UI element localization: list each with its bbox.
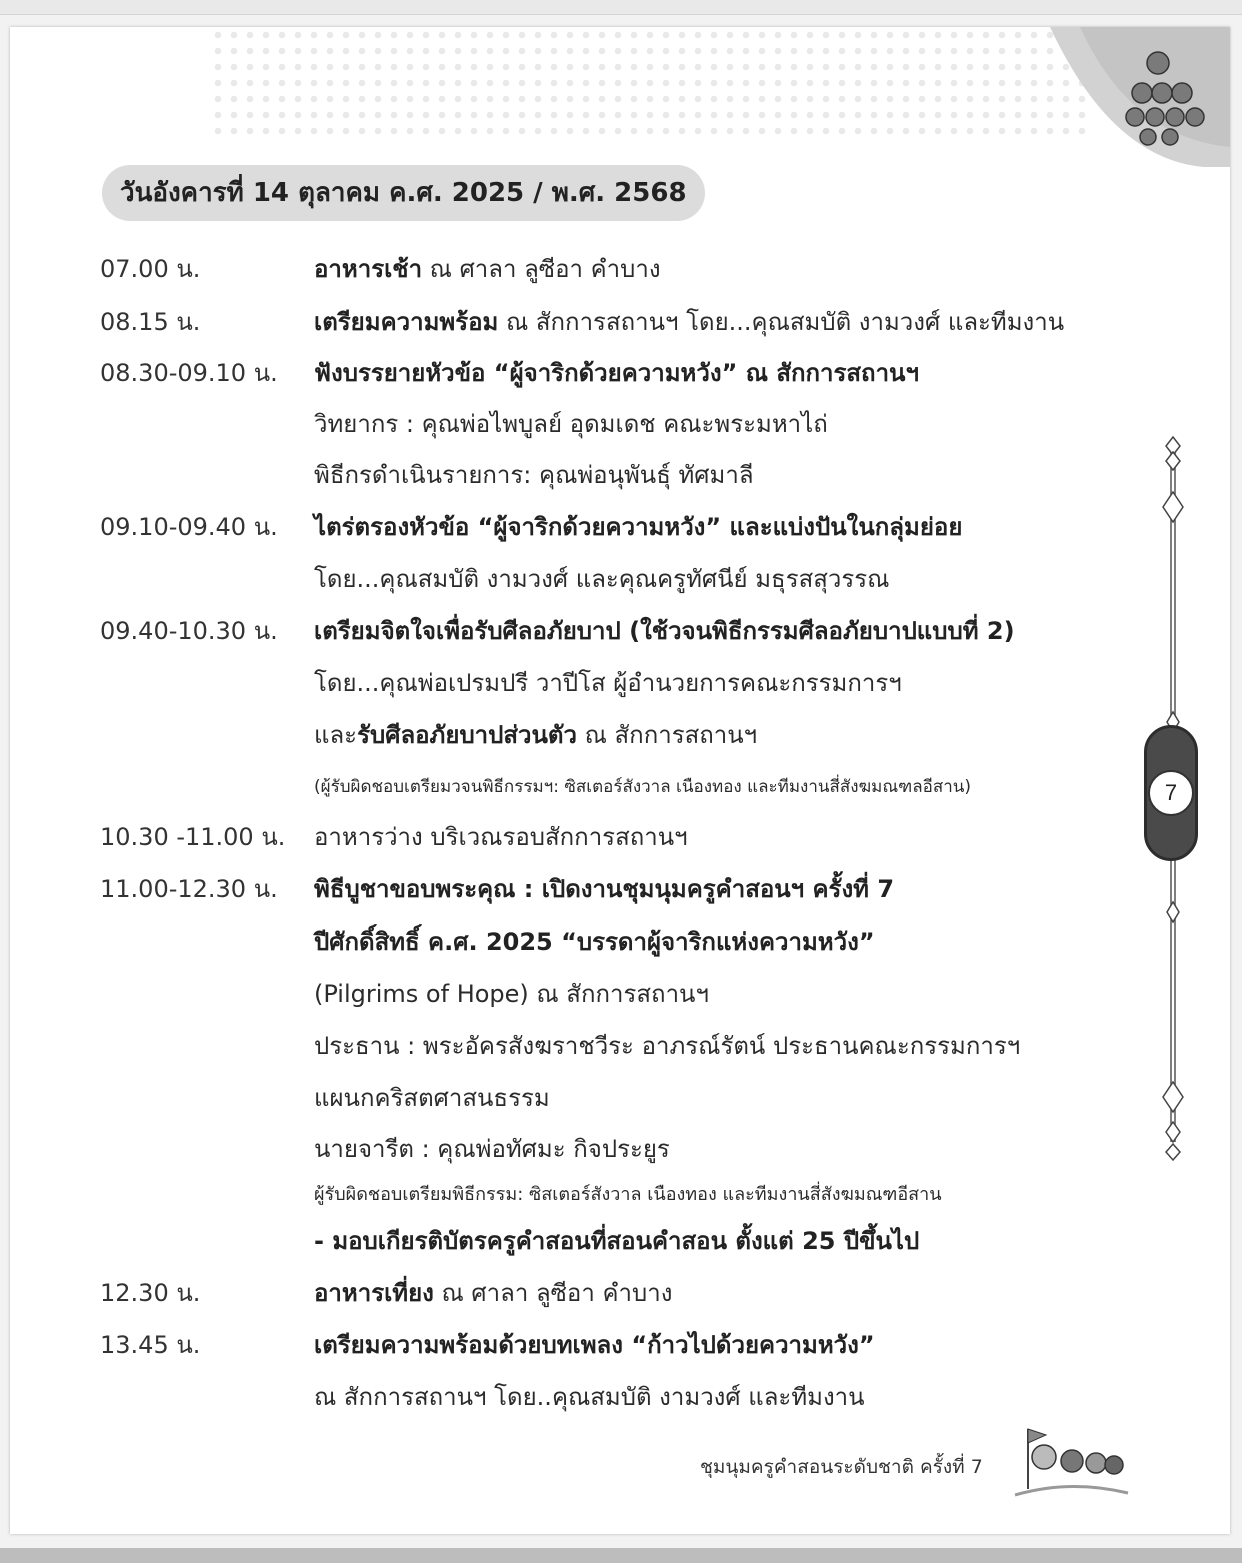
mass-responsible: ผู้รับผิดชอบเตรียมพิธีกรรม: ซิสเตอร์สังวาล เนืองทอง และทีมงานสี่สังฆมณฑอีสาน bbox=[314, 1184, 942, 1205]
schedule-time: 10.30 -11.00 น. bbox=[100, 823, 286, 851]
schedule-title: เตรียมความพร้อม bbox=[314, 308, 499, 336]
dot-pattern bbox=[210, 27, 1090, 137]
reflection-by: โดย...คุณสมบัติ งามวงศ์ และคุณครูทัศนีย์ มธุรสสุวรรณ bbox=[314, 565, 890, 593]
mass-department: แผนกคริสตศาสนธรรม bbox=[314, 1084, 550, 1112]
schedule-item-song: เตรียมความพร้อมด้วยบทเพลง “ก้าวไปด้วยความหวัง” bbox=[314, 1331, 875, 1359]
confession-prefix: และ bbox=[314, 721, 358, 749]
schedule-time: 07.00 น. bbox=[100, 255, 201, 283]
mass-celebrant: นายจารีต : คุณพ่อทัศมะ กิจประยูร bbox=[314, 1135, 670, 1163]
footer-title: ชุมนุมครูคำสอนระดับชาติ ครั้งที่ 7 bbox=[700, 1456, 983, 1478]
schedule-item-reflection: ไตร่ตรองหัวข้อ “ผู้จาริกด้วยความหวัง” และแบ่งปันในกลุ่มย่อย bbox=[314, 513, 963, 541]
mass-english-title: (Pilgrims of Hope) ณ สักการสถานฯ bbox=[314, 980, 709, 1008]
schedule-item-lunch bbox=[314, 1277, 672, 1309]
confession-place: ณ สักการสถานฯ bbox=[576, 721, 758, 749]
schedule-time: 12.30 น. bbox=[100, 1279, 201, 1307]
schedule-title: อาหารเช้า bbox=[314, 255, 423, 283]
schedule-time: 09.10-09.40 น. bbox=[100, 513, 278, 541]
confession-personal bbox=[314, 719, 757, 751]
schedule-item-confession-prep: เตรียมจิตใจเพื่อรับศีลอภัยบาป (ใช้วจนพิธีกรรมศีลอภัยบาปแบบที่ 2) bbox=[314, 617, 1015, 645]
schedule-time: 09.40-10.30 น. bbox=[100, 617, 278, 645]
song-by: ณ สักการสถานฯ โดย..คุณสมบัติ งามวงศ์ และทีมงาน bbox=[314, 1383, 865, 1411]
schedule-title: อาหารเที่ยง bbox=[314, 1279, 434, 1307]
document-page bbox=[10, 27, 1230, 1534]
schedule-time: 11.00-12.30 น. bbox=[100, 875, 278, 903]
page-number: 7 bbox=[1148, 770, 1194, 816]
schedule-detail: ณ ศาลา ลูซีอา คำบาง bbox=[433, 1279, 673, 1307]
schedule-item-breakfast bbox=[314, 253, 661, 285]
schedule-detail: ณ ศาลา ลูซีอา คำบาง bbox=[422, 255, 661, 283]
lecture-host: พิธีกรดำเนินรายการ: คุณพ่อนุพันธุ์ ทัศมาลี bbox=[314, 461, 754, 489]
lecture-speaker: วิทยากร : คุณพ่อไพบูลย์ อุดมเดช คณะพระมหาไถ่ bbox=[314, 410, 828, 438]
schedule-time: 08.15 น. bbox=[100, 308, 201, 336]
certificate-award: - มอบเกียรติบัตรครูคำสอนที่สอนคำสอน ตั้งแต่ 25 ปีขึ้นไป bbox=[314, 1227, 920, 1255]
schedule-detail: ณ สักการสถานฯ โดย...คุณสมบัติ งามวงศ์ และทีมงาน bbox=[498, 308, 1065, 336]
confession-by: โดย...คุณพ่อเปรมปรี วาปีโส ผู้อำนวยการคณะกรรมการฯ bbox=[314, 669, 902, 697]
confession-title: รับศีลอภัยบาปส่วนตัว bbox=[357, 721, 577, 749]
date-header: วันอังคารที่ 14 ตุลาคม ค.ศ. 2025 / พ.ศ. 2568 bbox=[102, 165, 705, 221]
mass-president: ประธาน : พระอัครสังฆราชวีระ อาภรณ์รัตน์ ประธานคณะกรรมการฯ bbox=[314, 1032, 1021, 1060]
schedule-time: 08.30-09.10 น. bbox=[100, 359, 278, 387]
previous-page-edge bbox=[0, 0, 1242, 15]
schedule-item-lecture: ฟังบรรยายหัวข้อ “ผู้จาริกด้วยความหวัง” ณ สักการสถานฯ bbox=[314, 359, 919, 387]
schedule-item-mass: พิธีบูชาขอบพระคุณ : เปิดงานชุมนุมครูคำสอนฯ ครั้งที่ 7 bbox=[314, 875, 895, 903]
confession-responsible: (ผู้รับผิดชอบเตรียมวจนพิธีกรรมฯ: ซิสเตอร์สังวาล เนืองทอง และทีมงานสี่สังฆมณฑลอีสาน) bbox=[314, 777, 972, 797]
children-pilgrims-illustration bbox=[1010, 1419, 1130, 1499]
teachers-group-illustration bbox=[1010, 27, 1230, 167]
schedule-time: 13.45 น. bbox=[100, 1331, 201, 1359]
mass-jubilee-title: ปีศักดิ์สิทธิ์ ค.ศ. 2025 “บรรดาผู้จาริกแห่งความหวัง” bbox=[314, 928, 875, 956]
next-page-edge bbox=[0, 1548, 1242, 1563]
schedule-item-prepare bbox=[314, 306, 1064, 338]
schedule-item-snack: อาหารว่าง บริเวณรอบสักการสถานฯ bbox=[314, 823, 688, 851]
